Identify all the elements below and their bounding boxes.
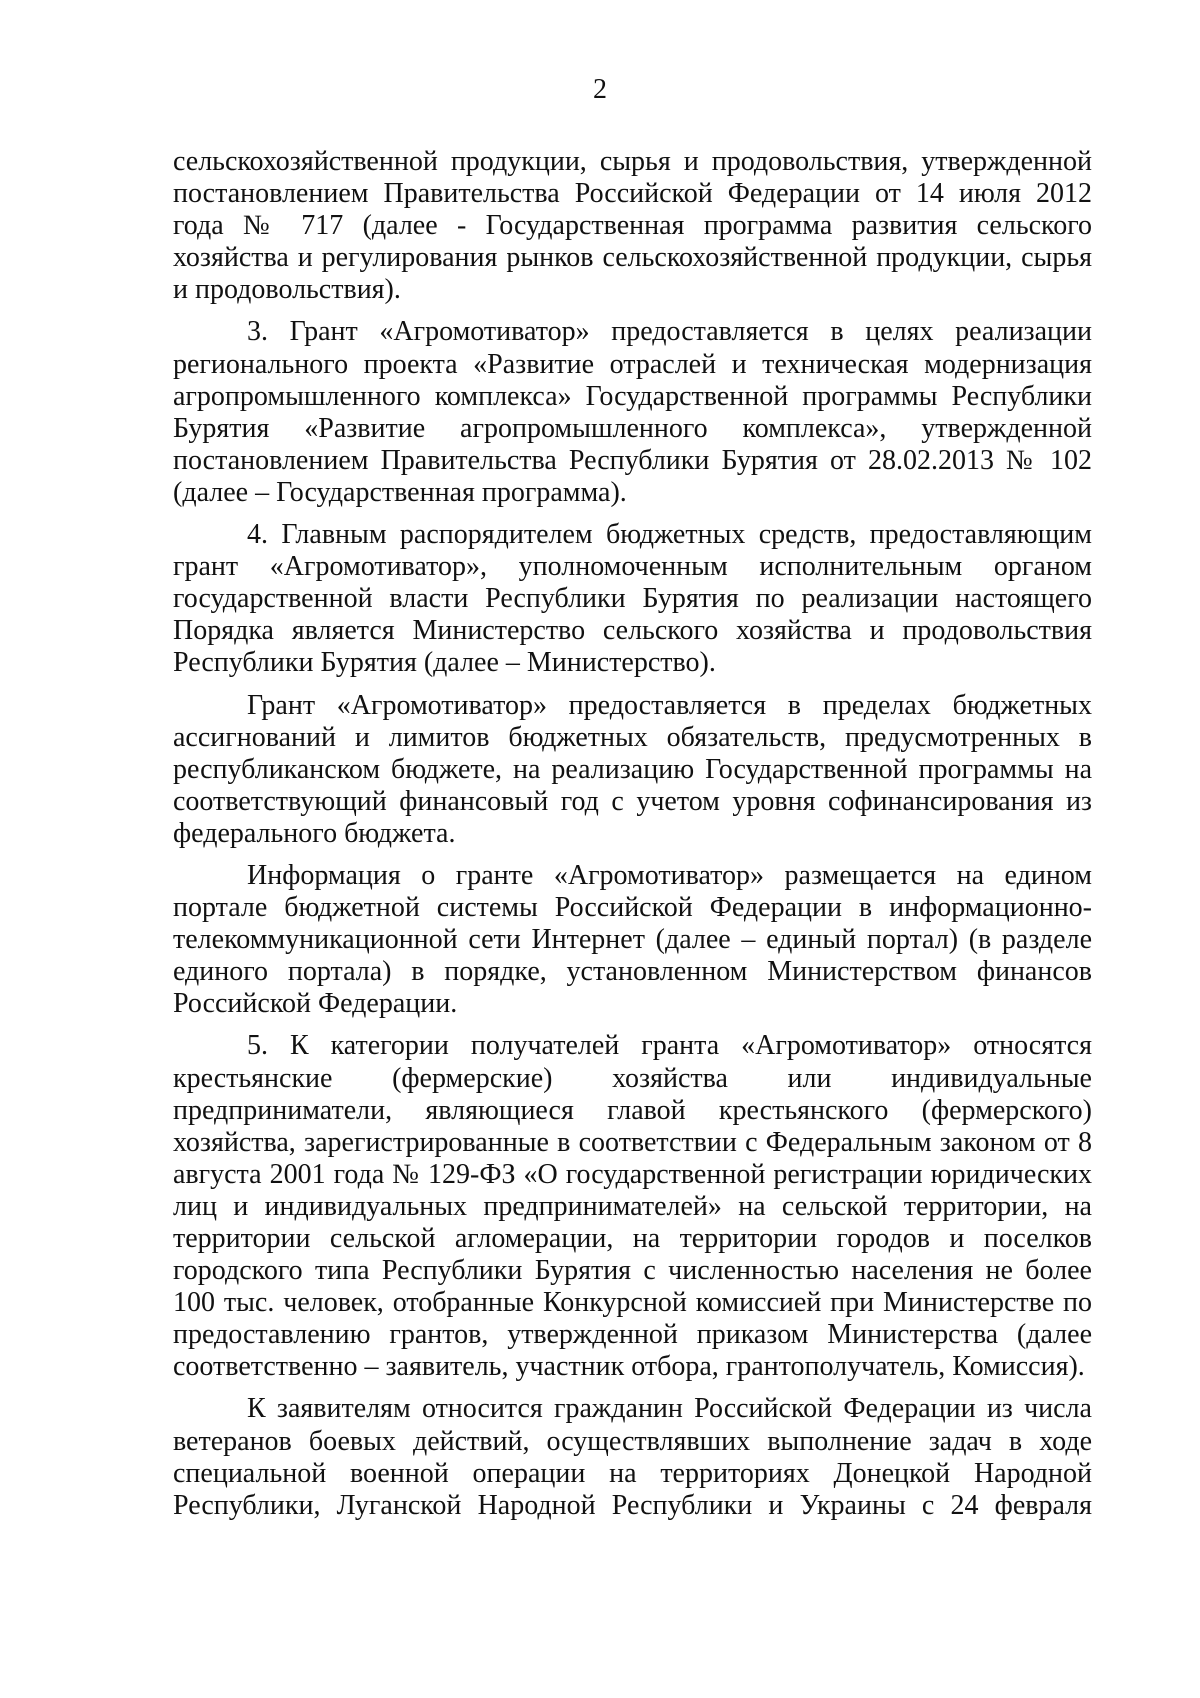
paragraph-applicants-veterans: К заявителям относится гражданин Российской Федерации из числа ветеранов боевых действий, осуществлявших выполнение задач в ходе специальной военной операции на территориях Донецкой Народной Республики, Луганской Народной Республики и Украины с 24 февраля: [173, 1393, 1092, 1521]
paragraph-5-recipient-category: 5. К категории получателей гранта «Агромотиватор» относятся крестьянские (фермерские) хозяйства или индивидуальные предприниматели, являющиеся главой крестьянского (фермерского) хозяйства, зарегистрированные в соответствии с Федеральным законом от 8 августа 2001 года № 129-ФЗ «О государственной регистрации юридических лиц и индивидуальных предпринимателей» на сельской территории, на территории сельской агломерации, на территории городов и поселков городского типа Республики Бурятия с численностью населения не более 100 тыс. человек, отобранные Конкурсной комиссией при Министерстве по предоставлению грантов, утвержденной приказом Министерства (далее соответственно – заявитель, участник отбора, грантополучатель, Комиссия).: [173, 1030, 1092, 1383]
paragraph-3-grant-purpose: 3. Грант «Агромотиватор» предоставляется в целях реализации регионального проекта «Развитие отраслей и техническая модернизация агропромышленного комплекса» Государственной программы Республики Бурятия «Развитие агропромышленного комплекса», утвержденной постановлением Правительства Республики Бурятия от 28.02.2013 № 102 (далее – Государственная программа).: [173, 316, 1092, 508]
page-number: 2: [593, 74, 607, 105]
paragraph-4-main-administrator: 4. Главным распорядителем бюджетных средств, предоставляющим грант «Агромотиватор», уполномоченным исполнительным органом государственной власти Республики Бурятия по реализации настоящего Порядка является Министерство сельского хозяйства и продовольствия Республики Бурятия (далее – Министерство).: [173, 519, 1092, 679]
paragraph-budget-limits: Грант «Агромотиватор» предоставляется в пределах бюджетных ассигнований и лимитов бюджетных обязательств, предусмотренных в республиканском бюджете, на реализацию Государственной программы на соответствующий финансовый год с учетом уровня софинансирования из федерального бюджета.: [173, 689, 1092, 849]
paragraph-portal-information: Информация о гранте «Агромотиватор» размещается на едином портале бюджетной системы Российской Федерации в информационно-телекоммуникационной сети Интернет (далее – единый портал) (в разделе единого портала) в порядке, установленном Министерством финансов Российской Федерации.: [173, 859, 1092, 1020]
document-body: [173, 146, 1092, 1522]
paragraph-program-continuation: сельскохозяйственной продукции, сырья и продовольствия, утвержденной постановлением Правительства Российской Федерации от 14 июля 2012 года № 717 (далее - Государственная программа развития сельского хозяйства и регулирования рынков сельскохозяйственной продукции, сырья и продовольствия).: [173, 146, 1092, 306]
